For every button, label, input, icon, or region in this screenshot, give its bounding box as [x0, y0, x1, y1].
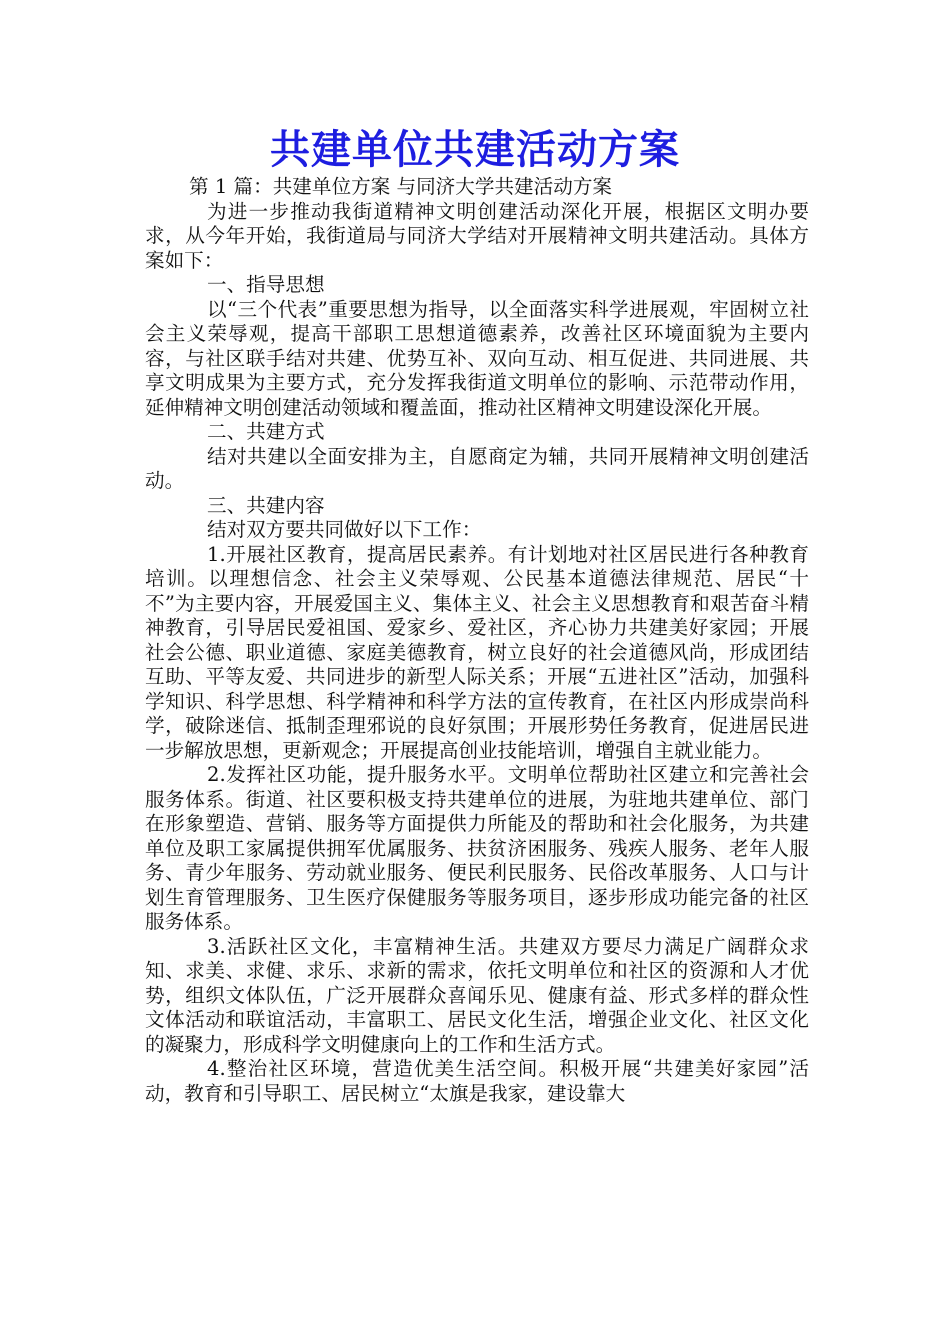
intro-paragraph: 为进一步推动我街道精神文明创建活动深化开展，根据区文明办要求，从今年开始，我街道局与同济大学结对开展精神文明共建活动。具体方案如下：: [145, 199, 809, 272]
document-title: 共建单位共建活动方案: [270, 126, 680, 173]
item-3-paragraph: 3.活跃社区文化，丰富精神生活。共建双方要尽力满足广阔群众求知、求美、求健、求乐、求新的需求，依托文明单位和社区的资源和人才优势，组织文体队伍，广泛开展群众喜闻乐见、健康有益、形式多样的群众性文体活动和联谊活动，丰富职工、居民文化生活，增强企业文化、社区文化的凝聚力，形成科学文明健康向上的工作和生活方式。: [145, 934, 809, 1056]
guiding-thought-paragraph: 以“三个代表”重要思想为指导，以全面落实科学进展观，牢固树立社会主义荣辱观，提高干部职工思想道德素养，改善社区环境面貌为主要内容，与社区联手结对共建、优势互补、双向互动、相互促进、共同进展、共享文明成果为主要方式，充分发挥我街道文明单位的影响、示范带动作用，延伸精神文明创建活动领域和覆盖面，推动社区精神文明建设深化开展。: [145, 297, 809, 419]
item-4-paragraph: 4.整治社区环境，营造优美生活空间。积极开展“共建美好家园”活动，教育和引导职工、居民树立“太旗是我家，建设靠大: [145, 1057, 809, 1105]
section-heading-cooperation-content: 三、共建内容: [207, 493, 325, 517]
chapter-subtitle: 第 1 篇：共建单位方案 与同济大学共建活动方案: [189, 175, 613, 198]
section-heading-cooperation-mode: 二、共建方式: [207, 420, 325, 443]
item-1-paragraph: 1.开展社区教育，提高居民素养。有计划地对社区居民进行各种教育培训。以理想信念、社会主义荣辱观、公民基本道德法律规范、居民“十不”为主要内容，开展爱国主义、集体主义、社会主义思想教育和艰苦奋斗精神教育，引导居民爱祖国、爱家乡、爱社区，齐心协力共建美好家园；开展社会公德、职业道德、家庭美德教育，树立良好的社会道德风尚，形成团结互助、平等友爱、共同进步的新型人际关系；开展“五进社区”活动，加强科学知识、科学思想、科学精神和科学方法的宣传教育，在社区内形成崇尚科学，破除迷信、抵制歪理邪说的良好氛围；开展形势任务教育，促进居民进一步解放思想，更新观念；开展提高创业技能培训，增强自主就业能力。: [145, 542, 809, 762]
content-intro-paragraph: 结对双方要共同做好以下工作：: [207, 518, 482, 541]
document-body: [145, 175, 809, 1106]
item-2-paragraph: 2.发挥社区功能，提升服务水平。文明单位帮助社区建立和完善社会服务体系。街道、社区要积极支持共建单位的进展，为驻地共建单位、部门在形象塑造、营销、服务等方面提供力所能及的帮助和社会化服务，为共建单位及职工家属提供拥军优属服务、扶贫济困服务、残疾人服务、老年人服务、青少年服务、劳动就业服务、便民利民服务、民俗改革服务、人口与计划生育管理服务、卫生医疗保健服务等服务项目，逐步形成功能完备的社区服务体系。: [145, 763, 809, 933]
section-heading-guiding-thought: 一、指导思想: [207, 273, 325, 296]
cooperation-mode-paragraph: 结对共建以全面安排为主，自愿商定为辅，共同开展精神文明创建活动。: [145, 444, 809, 492]
